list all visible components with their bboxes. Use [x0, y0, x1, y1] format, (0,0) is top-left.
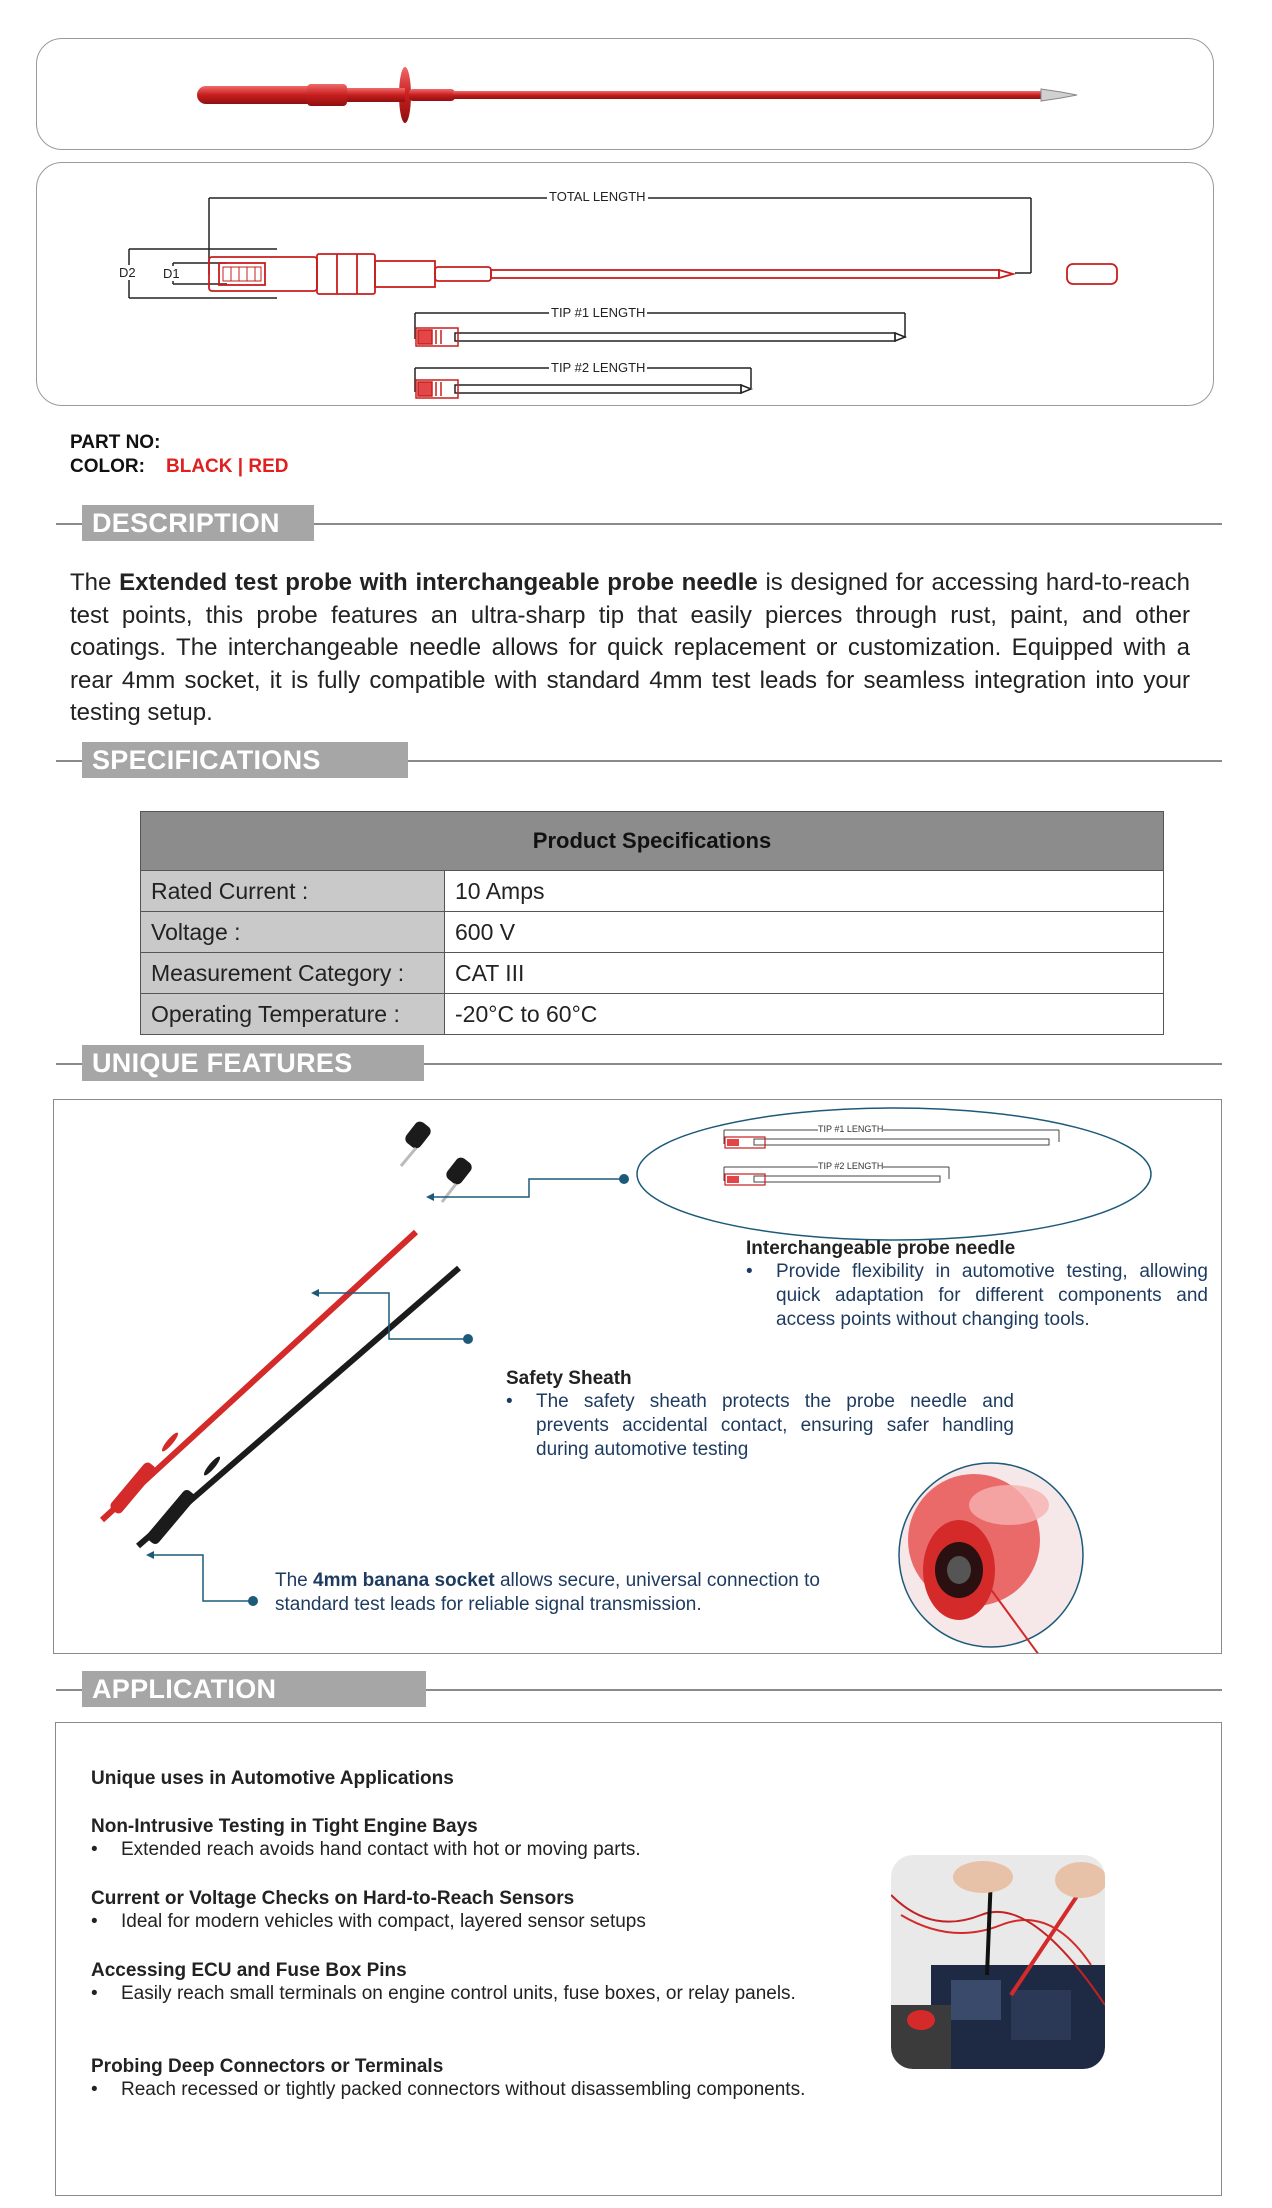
bullet: • [91, 1983, 98, 2004]
socket-feature-text [275, 1569, 843, 1617]
tip1-length-label: TIP #1 LENGTH [551, 305, 646, 320]
spec-key: Voltage : [141, 912, 445, 953]
spec-table [140, 811, 1164, 1035]
sheath-feature-title: Safety Sheath [506, 1368, 632, 1389]
spec-value: -20°C to 60°C [445, 994, 1164, 1035]
probe-photo [37, 39, 1213, 149]
application-item [91, 2056, 826, 2102]
spec-value: 10 Amps [445, 871, 1164, 912]
total-length-label: TOTAL LENGTH [549, 189, 646, 204]
specifications-heading: SPECIFICATIONS [82, 742, 408, 778]
bullet: • [506, 1391, 513, 1412]
needle-feature [746, 1238, 1208, 1332]
table-row [141, 871, 1164, 912]
needle-feature-title: Interchangeable probe needle [746, 1238, 1016, 1259]
bullet: • [91, 1839, 98, 1860]
color-label: COLOR: [70, 456, 145, 477]
bubble-tip2-label: TIP #2 LENGTH [818, 1161, 884, 1171]
application-item-title: Current or Voltage Checks on Hard-to-Reach Sensors [91, 1888, 575, 1909]
socket-rest: allows secure, universal connection to standard test leads for reliable signal transmission. [275, 1570, 820, 1615]
spec-value: CAT III [445, 953, 1164, 994]
application-photo [891, 1855, 1105, 2069]
spec-value: 600 V [445, 912, 1164, 953]
features-heading: UNIQUE FEATURES [82, 1045, 424, 1081]
needle-feature-text: Provide flexibility in automotive testing, allowing quick adaptation for different components and access points without changing tools. [776, 1261, 1208, 1330]
spec-key: Operating Temperature : [141, 994, 445, 1035]
color-value: BLACK | RED [166, 456, 289, 477]
bubble-tip1-label: TIP #1 LENGTH [818, 1124, 884, 1134]
application-item-title: Probing Deep Connectors or Terminals [91, 2056, 444, 2077]
description-product-name: Extended test probe with interchangeable probe needle [119, 569, 758, 596]
bullet: • [746, 1261, 753, 1282]
description-text [70, 567, 1190, 730]
application-box [55, 1722, 1222, 2196]
application-item-title: Accessing ECU and Fuse Box Pins [91, 1960, 407, 1981]
description-heading: DESCRIPTION [82, 505, 314, 541]
application-item-text: Extended reach avoids hand contact with hot or moving parts. [121, 1839, 641, 1860]
d2-label: D2 [119, 265, 136, 280]
socket-bold: 4mm banana socket [313, 1570, 495, 1591]
application-item [91, 1816, 826, 1862]
application-item [91, 1960, 826, 2006]
application-intro: Unique uses in Automotive Applications [91, 1768, 454, 1789]
bullet: • [91, 2079, 98, 2100]
application-item-title: Non-Intrusive Testing in Tight Engine Bays [91, 1816, 478, 1837]
spec-table-title: Product Specifications [141, 812, 1164, 871]
dimension-drawing-panel [36, 162, 1214, 406]
application-item-text: Reach recessed or tightly packed connectors without disassembling components. [121, 2079, 806, 2100]
description-body: is designed for accessing hard-to-reach test points, this probe features an ultra-sharp tip that easily pierces through rust, paint, and other coatings. The interchangeable needle allows for quick replacement or customization. Equipped with a rear 4mm socket, it is fully compatible with standard 4mm test leads for seamless integration into your testing setup. [70, 569, 1191, 726]
description-prefix: The [70, 569, 120, 596]
tip2-length-label: TIP #2 LENGTH [551, 360, 646, 375]
application-item [91, 1888, 826, 1934]
sheath-feature [506, 1368, 1014, 1462]
application-item-text: Ideal for modern vehicles with compact, layered sensor setups [121, 1911, 646, 1932]
d1-label: D1 [163, 266, 180, 281]
application-heading: APPLICATION [82, 1671, 426, 1707]
features-box [53, 1099, 1222, 1654]
bullet: • [91, 1911, 98, 1932]
socket-prefix: The [275, 1570, 314, 1591]
table-row [141, 912, 1164, 953]
spec-key: Measurement Category : [141, 953, 445, 994]
part-no-label: PART NO: [70, 432, 161, 453]
sheath-feature-text: The safety sheath protects the probe needle and prevents accidental contact, ensuring safer handling during automotive testing [536, 1391, 1014, 1460]
spec-key: Rated Current : [141, 871, 445, 912]
probe-photo-panel [36, 38, 1214, 150]
table-row [141, 953, 1164, 994]
table-row [141, 994, 1164, 1035]
application-item-text: Easily reach small terminals on engine control units, fuse boxes, or relay panels. [121, 1983, 796, 2004]
